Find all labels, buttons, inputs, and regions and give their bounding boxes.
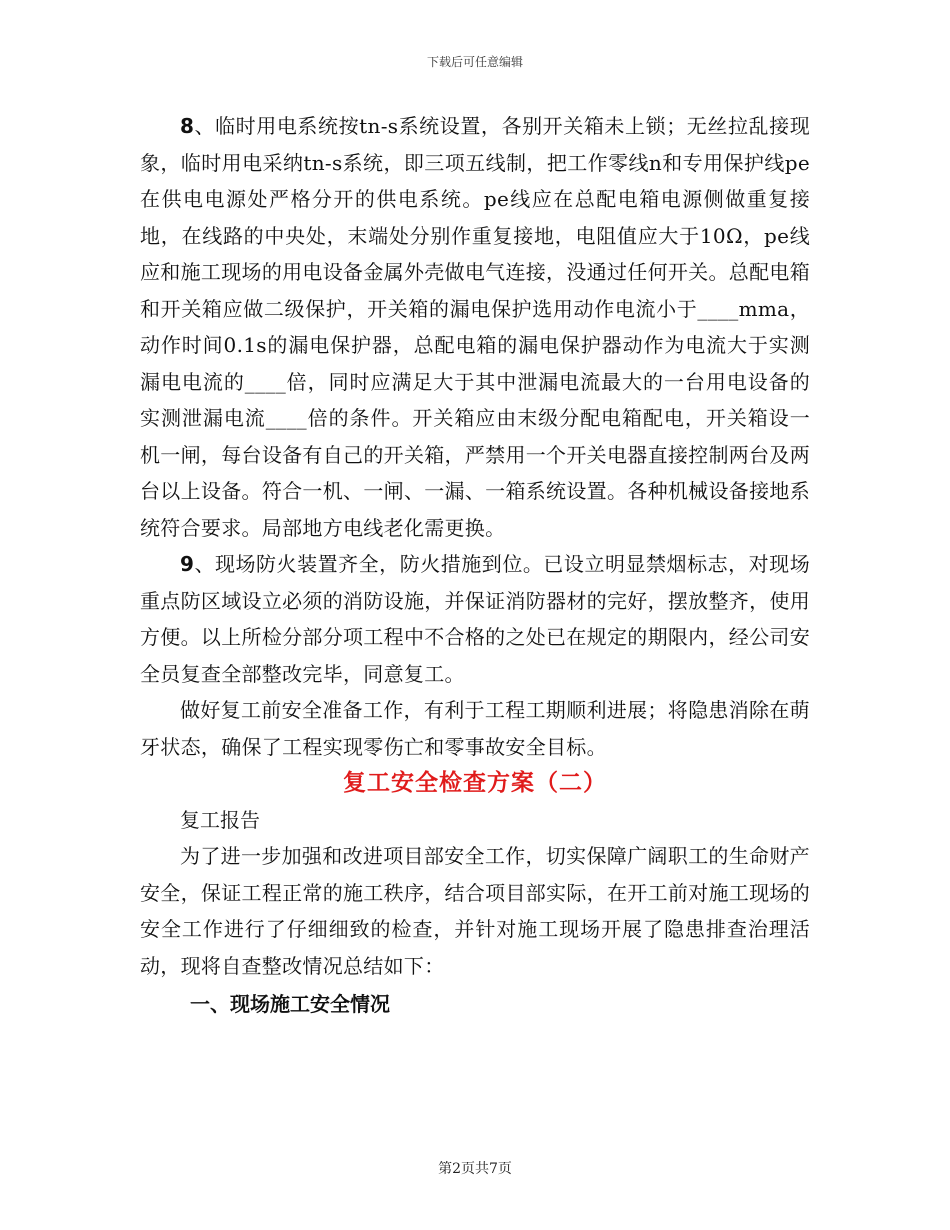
paragraph-intro: 为了进一步加强和改进项目部安全工作，切实保障广阔职工的生命财产安全，保证工程正常的施工秩序，结合项目部实际，在开工前对施工现场的安全工作进行了仔细细致的检查，并针对施工现场开展了隐患排查治理活动，现将自查整改情况总结如下： xyxy=(140,844,810,978)
document-body xyxy=(140,108,810,1024)
paragraph-summary: 做好复工前安全准备工作，有利于工程工期顺利进展；将隐患消除在萌牙状态，确保了工程实现零伤亡和零事故安全目标。 xyxy=(140,698,810,759)
heading-site-safety: 一、现场施工安全情况 xyxy=(190,992,390,1016)
item-number-8: 8 xyxy=(180,114,195,138)
item-number-9: 9 xyxy=(180,552,195,576)
paragraph-item-9 xyxy=(140,546,810,692)
item-text-8: 、临时用电系统按tn-s系统设置，各别开关箱未上锁；无丝拉乱接现象，临时用电采纳tn-s系统，即三项五线制，把工作零线n和专用保护线pe在供电电源处严格分开的供电系统。pe线应在总配电箱电源侧做重复接地，在线路的中央处，末端处分别作重复接地，电阻值应大于10Ω，pe线应和施工现场的用电设备金属外壳做电气连接，没通过任何开关。总配电箱和开关箱应做二级保护，开关箱的漏电保护选用动作电流小于____mma，动作时间0.1s的漏电保护器，总配电箱的漏电保护器动作为电流大于实测漏电电流的____倍，同时应满足大于其中泄漏电流最大的一台用电设备的实测泄漏电流____倍的条件。开关箱应由末级分配电箱配电，开关箱设一机一闸，每台设备有自己的开关箱，严禁用一个开关电器直接控制两台及两台以上设备。符合一机、一闸、一漏、一箱系统设置。各种机械设备接地系统符合要求。局部地方电线老化需更换。 xyxy=(140,114,810,540)
paragraph-item-8 xyxy=(140,108,810,546)
sub-heading: 复工报告 xyxy=(180,807,260,832)
item-text-9: 、现场防火装置齐全，防火措施到位。已设立明显禁烟标志，对现场重点防区域设立必须的消防设施，并保证消防器材的完好，摆放整齐，使用方便。以上所检分部分项工程中不合格的之处已在规定的期限内，经公司安全员复查全部整改完毕，同意复工。 xyxy=(140,552,810,686)
section-title: 复工安全检查方案（二） xyxy=(343,769,607,796)
page-footer: 第2页共7页 xyxy=(438,1161,512,1177)
page-header: 下载后可任意编辑 xyxy=(426,55,523,69)
